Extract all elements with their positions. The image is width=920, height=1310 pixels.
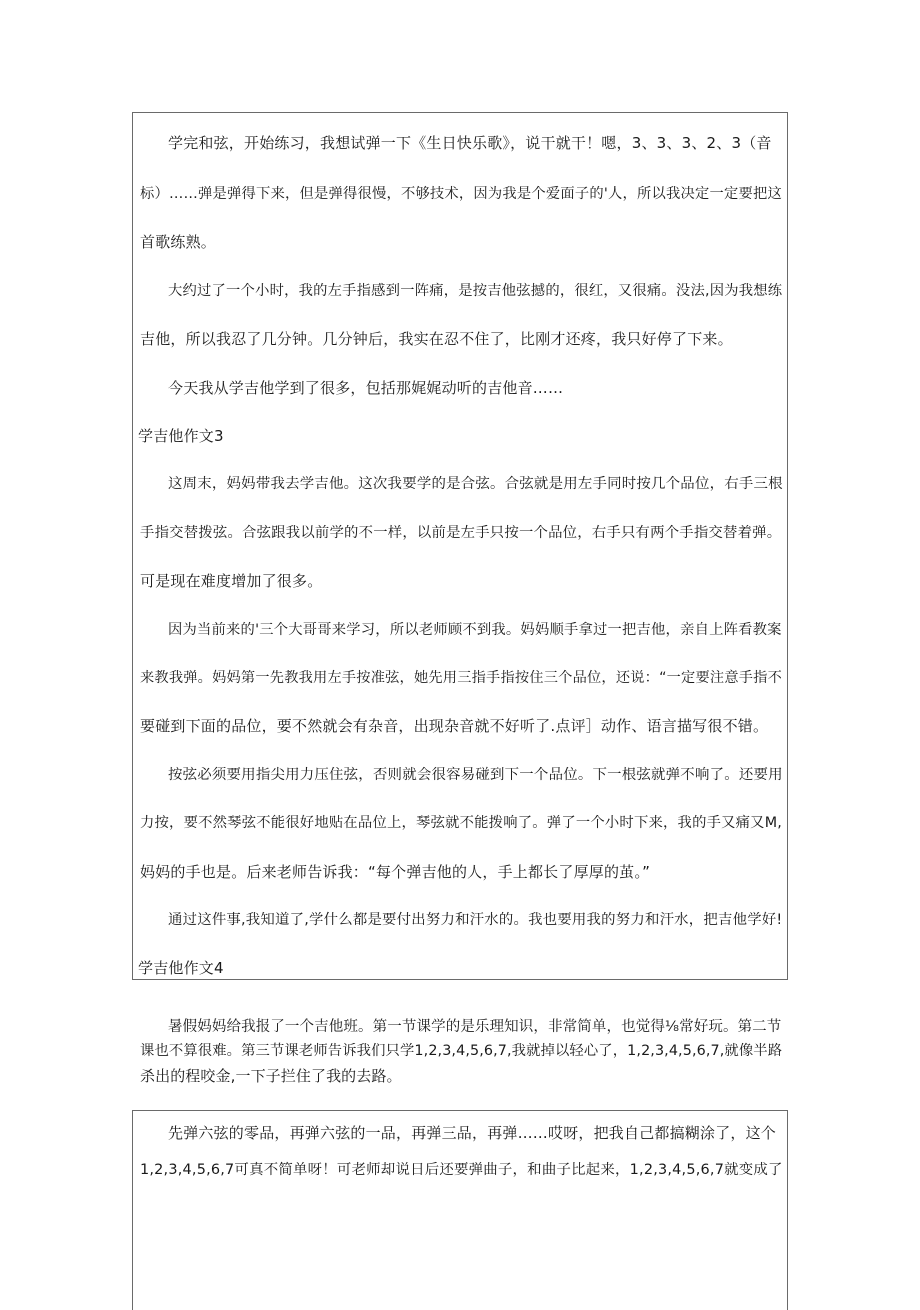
paragraph-line: 学完和弦，开始练习，我想试弹一下《生日快乐歌》，说干就干！嗯，3、3、3、2、3（音: [168, 134, 772, 152]
text-frame-1: [132, 112, 788, 980]
paragraph-line: 杀出的程咬金,一下子拦住了我的去路。: [140, 1067, 402, 1085]
paragraph-line: 要碰到下面的品位，要不然就会有杂音，出现杂音就不好听了.点评］动作、语言描写很不错。: [140, 717, 769, 735]
section-heading: 学吉他作文3: [138, 427, 224, 445]
paragraph-line: 今天我从学吉他学到了很多，包括那娓娓动听的吉他音……: [168, 379, 564, 397]
paragraph-line: 吉他，所以我忍了几分钟。几分钟后，我实在忍不住了，比刚才还疼，我只好停了下来。: [140, 330, 733, 348]
paragraph-line: 首歌练熟。: [140, 233, 217, 251]
paragraph-line: 1,2,3,4,5,6,7可真不简单呀！可老师却说日后还要弹曲子，和曲子比起来，1,2,3,4,5,6,7就变成了: [140, 1162, 783, 1178]
paragraph-line: 这周末，妈妈带我去学吉他。这次我要学的是合弦。合弦就是用左手同时按几个品位，右手三根: [168, 476, 783, 492]
paragraph-line: 大约过了一个小时，我的左手指感到一阵痛，是按吉他弦撼的，很红，又很痛。没法,因为我想练: [168, 283, 783, 299]
paragraph-line: 标）……弹是弹得下来，但是弹得很慢，不够技术，因为我是个爱面子的'人，所以我决定一定要把这: [140, 186, 782, 202]
paragraph-line: 因为当前来的'三个大哥哥来学习，所以老师顾不到我。妈妈顺手拿过一把吉他，亲自上阵看教案: [168, 622, 782, 638]
section-heading: 学吉他作文4: [138, 959, 224, 977]
paragraph-line: 通过这件事,我知道了,学什么都是要付出努力和汗水的。我也要用我的努力和汗水，把吉他学好!: [168, 912, 783, 928]
paragraph-line: 课也不算很难。第三节课老师告诉我们只学1,2,3,4,5,6,7,我就掉以轻心了，1,2,3,4,5,6,7,就像半路: [140, 1043, 783, 1059]
paragraph-line: 先弹六弦的零品，再弹六弦的一品，再弹三品，再弹……哎呀，把我自己都搞糊涂了，这个: [168, 1124, 777, 1142]
paragraph-line: 暑假妈妈给我报了一个吉他班。第一节课学的是乐理知识，非常简单，也觉得⅛常好玩。第二节: [168, 1019, 782, 1035]
paragraph-line: 按弦必须要用指尖用力压住弦，否则就会很容易碰到下一个品位。下一根弦就弹不响了。还要用: [168, 767, 783, 783]
paragraph-line: 可是现在难度增加了很多。: [140, 572, 323, 590]
paragraph-line: 力按，要不然琴弦不能很好地贴在品位上，琴弦就不能拨响了。弹了一个小时下来，我的手又痛又M,: [140, 815, 783, 831]
paragraph-line: 手指交替拨弦。合弦跟我以前学的不一样，以前是左手只按一个品位，右手只有两个手指交替着弹。: [140, 525, 782, 541]
paragraph-line: 来教我弹。妈妈第一先教我用左手按准弦，她先用三指手指按住三个品位，还说：“一定要注意手指不: [140, 670, 782, 686]
paragraph-line: 妈妈的手也是。后来老师告诉我：“每个弹吉他的人，手上都长了厚厚的茧。”: [140, 863, 651, 881]
